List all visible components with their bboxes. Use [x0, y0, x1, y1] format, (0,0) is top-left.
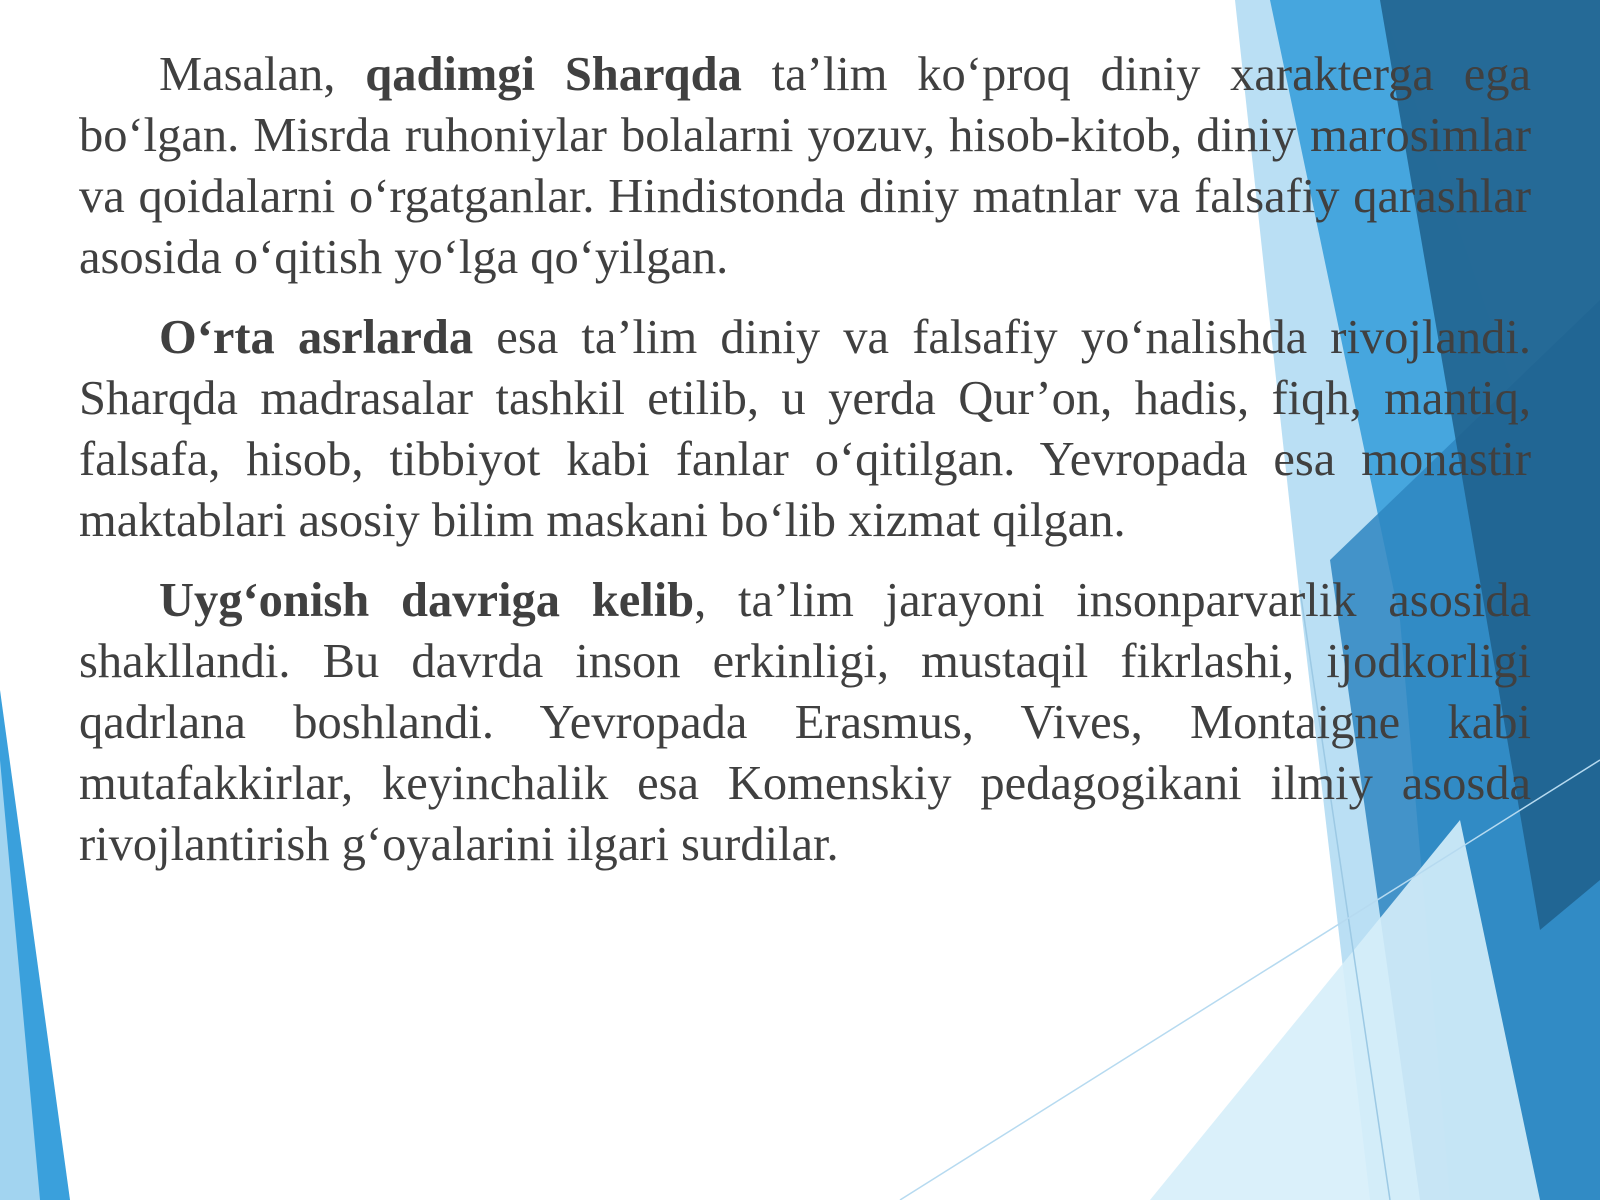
paragraph-text: ta’lim ko‘proq diniy xarakterga ega bo‘lgan. Misrda ruhoniylar bolalarni yozuv, hisob-kitob, diniy marosimlar va qoidalarni o‘rgatganlar. Hindistonda diniy matnlar va falsafiy qarashlar asosida o‘qitish yo‘lga qo‘yilgan. [79, 48, 1531, 284]
slide-text-body [79, 44, 1531, 894]
paragraph [79, 44, 1531, 288]
paragraph [79, 307, 1531, 551]
paragraph-text: esa ta’lim diniy va falsafiy yo‘nalishda rivojlandi. Sharqda madrasalar tashkil etilib, u yerda Qur’on, hadis, fiqh, mantiq, falsafa, hisob, tibbiyot kabi fanlar o‘qitilgan. Yevropada esa monastir maktablari asosiy bilim maskani bo‘lib xizmat qilgan. [79, 311, 1531, 547]
bold-term: O‘rta asrlarda [159, 311, 474, 364]
paragraph-lead: Masalan, [159, 48, 366, 101]
paragraph [79, 570, 1531, 875]
bold-term: Uyg‘onish davriga kelib [159, 574, 695, 627]
paragraph-text: , ta’lim jarayoni insonparvarlik asosida shakllandi. Bu davrda inson erkinligi, mustaqil fikrlashi, ijodkorligi qadrlana boshlandi. Yevropada Erasmus, Vives, Montaigne kabi mutafakkirlar, keyinchalik esa Komenskiy pedagogikani ilmiy asosda rivojlantirish g‘oyalarini ilgari surdilar. [79, 574, 1531, 871]
bold-term: qadimgi Sharqda [365, 48, 742, 101]
